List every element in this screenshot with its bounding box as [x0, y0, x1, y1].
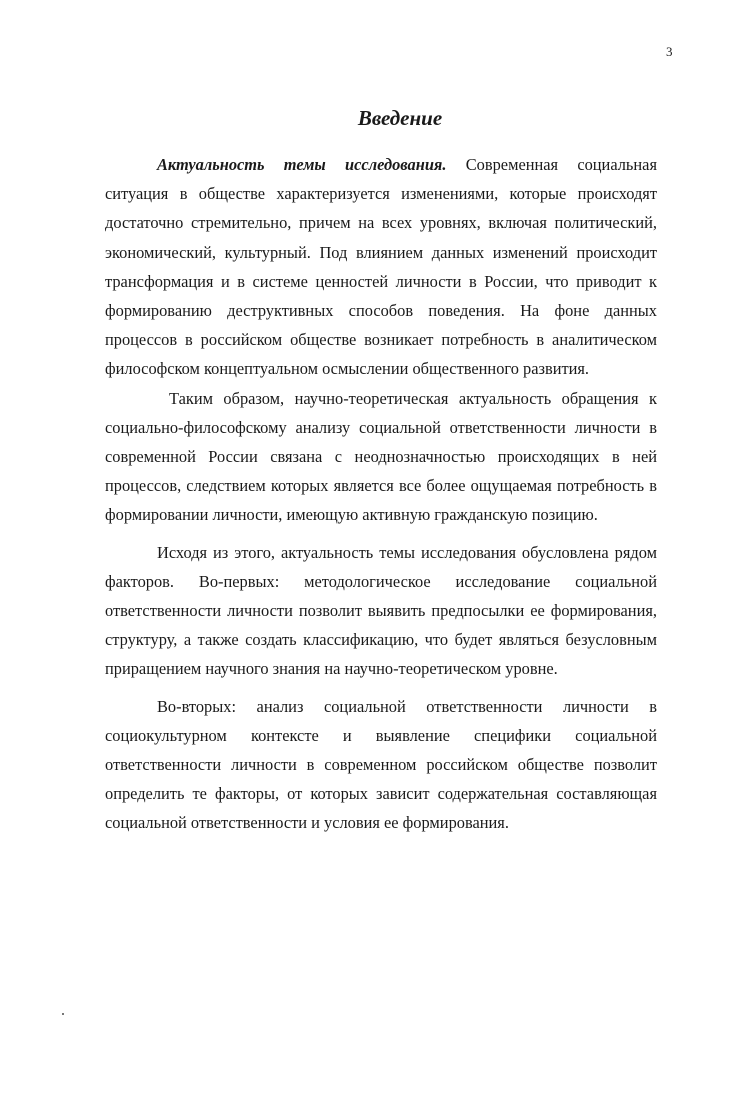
paragraph-text: Современная социальная ситуация в обществе характеризуется изменениями, которые происходят достаточно стремительно, причем на всех уровнях, включая политический, экономический, культурный. Под влиянием данных изменений происходит трансформация и в системе ценностей личности в России, что приводит к формированию деструктивных способов поведения. На фоне данных процессов в российском обществе возникает потребность в аналитическом философском концептуальном осмыслении общественного развития. — [105, 155, 657, 379]
body-text — [105, 150, 657, 838]
paragraph-first-factor: Исходя из этого, актуальность темы исследования обусловлена рядом факторов. Во-первых: методологическое исследование социальной ответственности личности позволит выявить предпосылки ее формирования, структуру, а также создать классификацию, что будет являться безусловным приращением научного знания на научно-теоретическом уровне. — [105, 542, 657, 679]
paragraph-lead-in: Актуальность темы исследования. — [157, 155, 447, 174]
paragraph-second-factor: Во-вторых: анализ социальной ответственности личности в социокультурном контексте и выявление специфики социальной ответственности личности в современном российском обществе позволит определить те факторы, от которых зависит содержательная составляющая социальной ответственности и условия ее формирования. — [105, 696, 657, 833]
page-title: Введение — [357, 106, 443, 130]
paragraph-theoretical-relevance: Таким образом, научно-теоретическая актуальность обращения к социально-философскому анализу социальной ответственности личности в современной России связана с неоднозначностью происходящих в ней процессов, следствием которых является все более ощущаемая потребность в формировании личности, имеющую активную гражданскую позицию. — [105, 388, 657, 525]
paragraph-relevance — [105, 150, 657, 384]
scan-speck — [62, 1013, 64, 1015]
page-number: 3 — [666, 44, 673, 59]
